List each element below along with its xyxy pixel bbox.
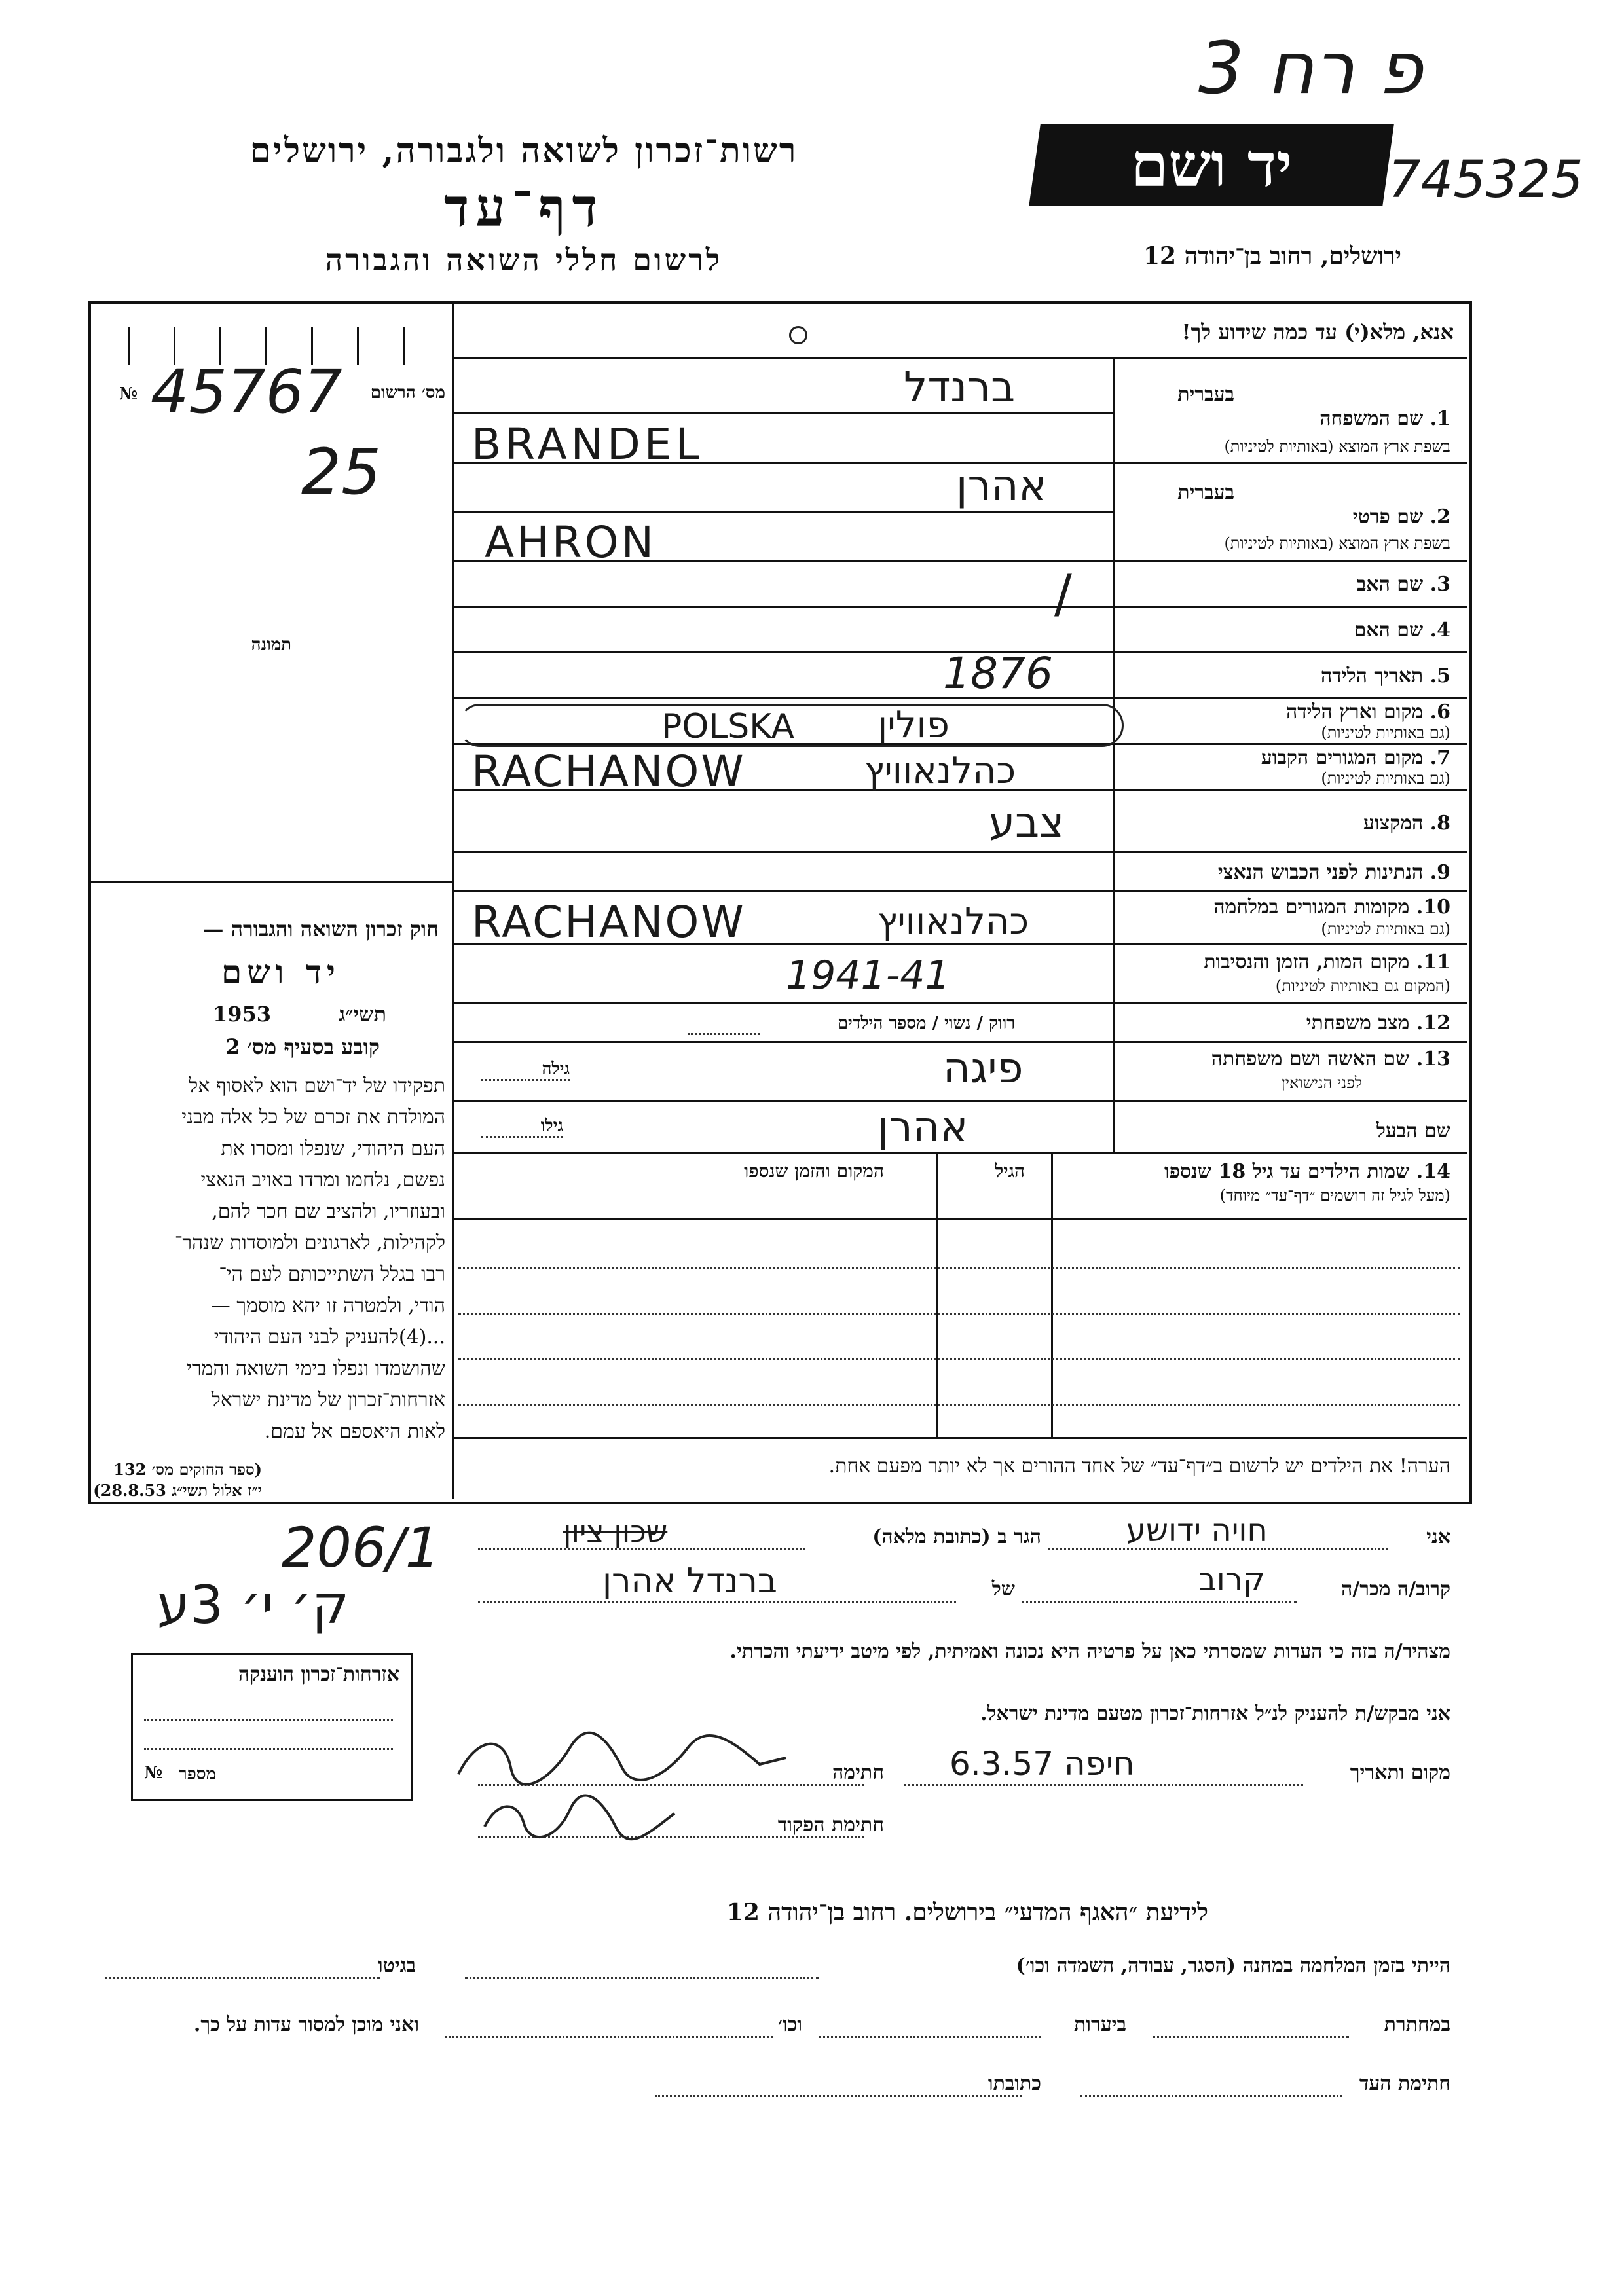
law-reference-1: (ספר החוקים מס׳ 132 — [113, 1460, 262, 1479]
stamp-box-title: אזרחות־זכרון הוענקה — [238, 1663, 399, 1686]
row-rule — [1113, 1041, 1467, 1043]
law-text-line: רבו בגלל השתייכותם לעם הי־ — [219, 1263, 445, 1286]
footer-dots — [1153, 2036, 1349, 2038]
yad-vashem-logo — [1029, 124, 1394, 206]
place-date-line — [904, 1784, 1303, 1786]
husband-rule — [452, 1152, 1467, 1154]
law-year: 1953 — [213, 1002, 272, 1027]
field-1-label: 1. שם המשפחה — [1320, 407, 1450, 430]
footer-ghetto-label: בגיטו — [377, 1954, 416, 1977]
officer-signature-label: חתימת הפקוד — [777, 1813, 884, 1836]
footer-dots — [655, 2095, 1022, 2097]
field-5-value: 1876 — [943, 648, 1053, 699]
handwritten-file-code: פ רח 3 — [1198, 26, 1423, 110]
photo-label: תמונה — [251, 635, 291, 655]
law-text-line: ובעוזריו, ולהציב שם חכר להם, — [212, 1200, 445, 1223]
footer-dots — [819, 2036, 1041, 2038]
data-rule — [452, 890, 1113, 892]
footer-title: לידיעת ״האגף המדעי״ בירושלים. רחוב בן־יהודה 12 — [726, 1899, 1208, 1926]
address-value: שכון ציון — [563, 1514, 668, 1549]
footer-willing: ואני מוכן למסור עדות על כך. — [193, 2013, 419, 2036]
children-row-line — [458, 1267, 1460, 1269]
of-line — [478, 1601, 956, 1603]
registration-mark-icon — [789, 326, 807, 344]
husband-value: אהרן — [877, 1103, 969, 1152]
row-rule — [1113, 462, 1467, 464]
declaration-request: אני מבקש/ת להעניק לנ״ל אזרחות־זכרון מטעם מדינת ישראל. — [980, 1702, 1450, 1725]
field-10-latin-value: RACHANOW — [471, 897, 746, 947]
footer-underground: במחתרת — [1384, 2013, 1450, 2036]
field-6-handwritten-loop — [458, 704, 1124, 747]
handwritten-code: 206/1 — [282, 1516, 441, 1580]
law-text-line: נפשם, נלחמו ומרדו באויב הנאצי — [200, 1169, 445, 1192]
law-text-line: ...(4)להעניק לבני העם היהודי — [213, 1326, 445, 1349]
row-rule — [1113, 651, 1467, 653]
footer-ghetto-dots — [105, 1977, 380, 1979]
law-text-line: אזרחות־זכרון של מדינת ישראל — [211, 1389, 445, 1412]
address-line: ירושלים, רחוב בן־יהודה 12 — [1143, 242, 1401, 270]
field-12-label: 12. מצב משפחתי — [1306, 1011, 1450, 1034]
field-10-sublabel: (גם באותיות לטיניות) — [1321, 920, 1450, 938]
field-9-label: 9. הנתינות לפני הכבוש הנאצי — [1217, 861, 1450, 884]
husband-label: שם הבעל — [1376, 1120, 1450, 1142]
witness-signature — [452, 1728, 792, 1787]
stamp-number-sign: № — [144, 1763, 163, 1783]
side-panel-rule — [88, 881, 452, 883]
footer-dots — [445, 2036, 773, 2038]
officer-scribble — [478, 1787, 688, 1846]
law-text-line: לקהילות, לארגונים ולמוסדות שנהר־ — [174, 1231, 445, 1254]
law-text-line: העם היהודי, שנפלו ומסרו את — [221, 1137, 445, 1160]
form-subtitle: לרשום חללי השואה והגבורה — [325, 242, 723, 278]
children-place-header: המקום והזמן שנספו — [744, 1160, 884, 1182]
logo-text: יד ושם — [1130, 130, 1293, 200]
of-label: של — [991, 1578, 1015, 1601]
place-date-label: מקום ותאריך — [1350, 1761, 1450, 1784]
stamp-number-label: מספר — [178, 1764, 216, 1784]
registry-number-label: מס׳ הרשום — [370, 383, 445, 403]
field-7-sublabel: (גם באותיות לטיניות) — [1321, 769, 1450, 788]
row-rule — [1113, 789, 1467, 791]
signature-label: חתימה — [832, 1761, 884, 1784]
law-text-line: הודי, ולמטרה זו יהא מוסמך — — [210, 1294, 445, 1317]
law-text — [95, 1070, 445, 1448]
footer-address: כתובתו — [987, 2072, 1041, 2095]
footer-witness-signature: חתימת העד — [1359, 2072, 1450, 2095]
of-value: ברנדל אהרן — [602, 1561, 777, 1601]
place-date-value: 6.3.57 חיפה — [950, 1745, 1135, 1783]
field-5-label: 5. תאריך הלידה — [1321, 665, 1450, 687]
data-rule — [452, 606, 1113, 608]
field-7-hebrew-value: כהלנאוויץ — [864, 750, 1016, 792]
field-2-sublabel: בשפת ארץ המוצא (באותיות לטיניות) — [1224, 534, 1450, 553]
law-clause: קובע בסעיף מס׳ 2 — [225, 1034, 380, 1059]
row-rule — [1113, 890, 1467, 892]
field-8-value: צבע — [989, 799, 1065, 847]
stamp-box-line — [144, 1748, 393, 1750]
children-col-divider — [1051, 1152, 1053, 1437]
field-7-label: 7. מקום המגורים הקבוע — [1261, 746, 1450, 769]
field-12-dotted-line — [688, 1033, 760, 1035]
row-rule — [1113, 743, 1467, 745]
law-reference-2: י״ז אלול תשי״ג 28.8.53) — [93, 1481, 262, 1500]
law-text-line: תפקידו של יד־ושם הוא לאסוף אל — [189, 1074, 445, 1097]
field-2-hebrew-tag: בעברית — [1177, 481, 1234, 504]
wife-age-label: גילה — [542, 1059, 570, 1079]
form-title: דף־עד — [443, 177, 604, 238]
row-rule — [1113, 851, 1467, 853]
data-rule — [452, 412, 1113, 414]
children-header-rule — [452, 1218, 1467, 1220]
witness-name-value: חויה ידושע — [1126, 1512, 1268, 1549]
field-2-hebrew-value: אהרן — [956, 462, 1047, 510]
declaration-statement: מצהיר/ה בזה כי העדות שמסרתי כאן על פרטיה היא נכונה ואמיתית, לפי מיטב ידיעתי והכרתי. — [729, 1640, 1450, 1663]
children-row-line — [458, 1358, 1460, 1360]
residing-label: הגר ב (כתובת מלאה) — [872, 1525, 1041, 1548]
field-11-sublabel: (המקום גם באותיות לטיניות) — [1275, 977, 1450, 995]
footer-camp-dots — [465, 1977, 819, 1979]
field-1-hebrew-tag: בעברית — [1177, 383, 1234, 406]
number-sign: № — [119, 384, 138, 404]
field-4-label: 4. שם האם — [1354, 619, 1450, 642]
children-col-divider — [936, 1152, 938, 1437]
data-rule — [452, 1100, 1113, 1102]
field-1-latin-value: BRANDEL — [471, 419, 704, 469]
field-13-sublabel: לפני הנישואין — [1281, 1074, 1362, 1092]
relation-line — [1022, 1601, 1297, 1603]
officer-signature — [478, 1787, 688, 1846]
intro-text: אנא, מלא(י) עד כמה שידוע לך! — [1181, 319, 1454, 344]
field-10-label: 10. מקומות המגורים במלחמה — [1213, 896, 1450, 919]
law-name: יד ושם — [221, 953, 341, 991]
children-age-header: הגיל — [995, 1160, 1025, 1182]
field-10-hebrew-value: כהלנאוויץ — [877, 900, 1029, 943]
registry-handwritten: 45767 — [151, 357, 342, 427]
row-rule — [1113, 697, 1467, 699]
row-rule — [1113, 560, 1467, 562]
law-text-line: שהושמדו ונפלו בימי השואה והמרי — [186, 1357, 445, 1380]
field-6-latin-value: POLSKA — [661, 707, 795, 746]
label-column-divider — [1113, 357, 1115, 1152]
field-2-label: 2. שם פרטי — [1352, 505, 1450, 528]
field-3-value: / — [1054, 563, 1072, 624]
side-panel-divider — [452, 301, 454, 1499]
law-text-line: לאות היאספם אל עמם. — [264, 1420, 445, 1443]
field-13-value: פיגה — [943, 1044, 1024, 1093]
row-rule — [1113, 1100, 1467, 1102]
data-rule — [452, 511, 1113, 513]
registry-handwritten-2: 25 — [301, 435, 382, 509]
intro-rule — [452, 357, 1467, 359]
wife-age-line — [481, 1079, 570, 1081]
row-rule — [1113, 1002, 1467, 1004]
children-bottom-rule — [452, 1437, 1467, 1439]
declaration-i-label: אני — [1426, 1525, 1450, 1548]
data-rule — [452, 1002, 1113, 1004]
field-3-label: 3. שם האב — [1356, 573, 1450, 596]
husband-age-line — [481, 1136, 563, 1138]
field-2-latin-value: AHRON — [485, 517, 656, 568]
signature-scribble — [452, 1728, 792, 1787]
stamp-box-line — [144, 1719, 393, 1721]
relative-label: קרוב/ה מכר/ה — [1341, 1578, 1450, 1601]
field-6-hebrew-value: פולין — [877, 704, 950, 746]
law-title: חוק זכרון השואה והגבורה — — [202, 917, 439, 941]
law-year-hebrew: תשי״ג — [338, 1002, 386, 1027]
footer-forests: ביערות — [1073, 2013, 1126, 2036]
footer-camp-line: הייתי בזמן המלחמה במחנה (הסגר, עבודה, השמדה וכו׳) — [1016, 1954, 1450, 1977]
field-1-hebrew-value: ברנדל — [904, 363, 1016, 412]
data-rule — [452, 1041, 1113, 1043]
field-11-label: 11. מקום המות, הזמן והנסיבות — [1204, 951, 1450, 974]
field-13-label: 13. שם האשה ושם משפחתה — [1211, 1048, 1450, 1070]
field-1-sublabel: בשפת ארץ המוצא (באותיות לטיניות) — [1224, 437, 1450, 456]
field-12-options: רווק / נשוי / מספר הילדים — [837, 1013, 1015, 1033]
row-rule — [1113, 943, 1467, 945]
law-text-line: המולדת את זכרם של כל אלה מבני — [181, 1106, 445, 1129]
children-note: הערה! את הילדים יש לרשום ב״דף־עד״ של אחד ההורים אך לא יותר מפעם אחת. — [828, 1455, 1450, 1478]
field-11-value: 1941-41 — [786, 953, 950, 998]
children-title: 14. שמות הילדים עד גיל 18 שנספו — [1164, 1160, 1450, 1183]
field-6-label: 6. מקום וארץ הלידה — [1285, 701, 1450, 723]
archive-number: 745325 — [1388, 151, 1583, 210]
children-row-line — [458, 1313, 1460, 1315]
husband-age-label: גילו — [540, 1116, 563, 1136]
footer-dots — [1080, 2095, 1342, 2097]
field-6-sublabel: (גם באותיות לטיניות) — [1321, 723, 1450, 742]
field-7-latin-value: RACHANOW — [471, 746, 746, 797]
footer-etc: וכו׳ — [778, 2013, 802, 2036]
data-rule — [452, 851, 1113, 853]
row-rule — [1113, 606, 1467, 608]
children-sublabel: (מעל לגיל זה רושמים ״דף־עד״ מיוחד) — [1219, 1186, 1450, 1205]
relation-value: קרוב — [1198, 1561, 1265, 1598]
children-row-line — [458, 1404, 1460, 1406]
handwritten-note: ק׳ י׳ 3ע — [157, 1575, 349, 1635]
authority-line: רשות־זכרון לשואה ולגבורה, ירושלים — [249, 131, 798, 171]
field-8-label: 8. המקצוע — [1363, 812, 1450, 835]
